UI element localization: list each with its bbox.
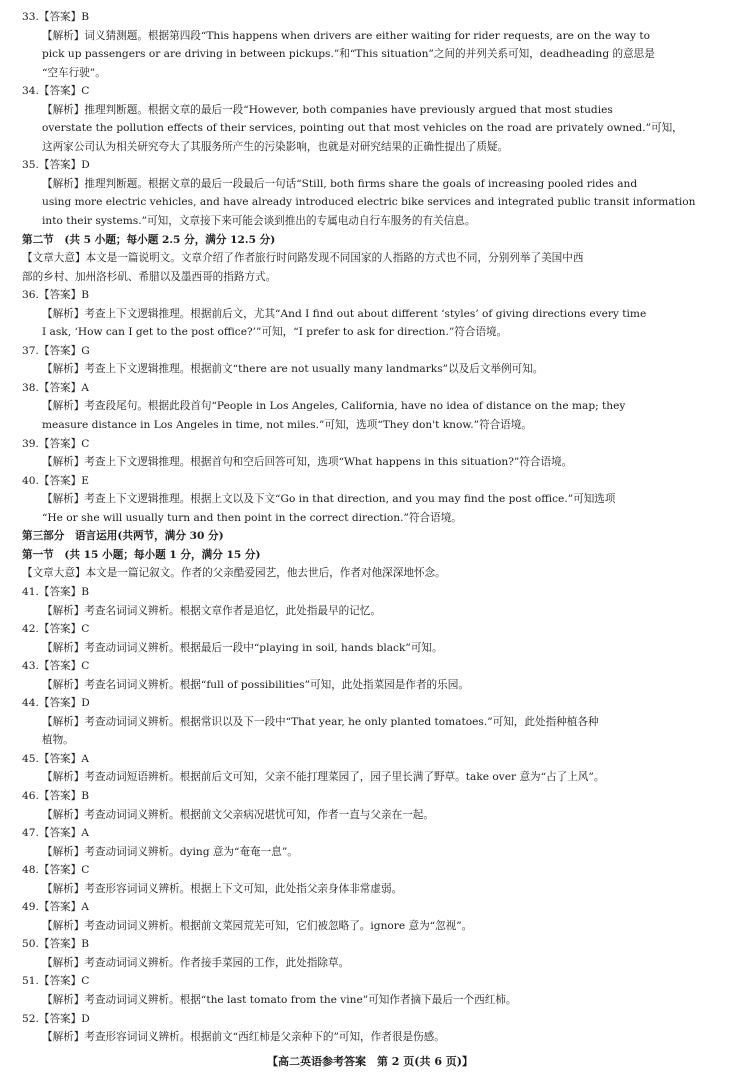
answer-line: 41.【答案】B bbox=[22, 585, 90, 598]
answer-line: 36.【答案】B bbox=[22, 289, 90, 302]
explanation-line: 【解析】考查名词词义辨析。根据“full of possibilities”可知，此处指菜园是作者的乐园。 bbox=[42, 678, 469, 691]
answer-line: 43.【答案】C bbox=[22, 660, 90, 673]
answer-line: 34.【答案】C bbox=[22, 85, 90, 98]
explanation-line: 【解析】考查段尾句。根据此段首句“People in Los Angeles, California, have no idea of distance on the map; they bbox=[42, 400, 626, 413]
answer-line: 48.【答案】C bbox=[22, 864, 90, 877]
explanation-line: 【解析】考查动词词义辨析。根据前文菜园荒芜可知，它们被忽略了。ignore 意为“忽视”。 bbox=[42, 919, 473, 932]
answer-line: 49.【答案】A bbox=[22, 901, 89, 914]
explanation-line: 这两家公司认为相关研究夸大了其服务所产生的污染影响，也就是对研究结果的正确性提出了质疑。 bbox=[42, 140, 509, 153]
answer-line: 42.【答案】C bbox=[22, 623, 90, 636]
answer-line: 50.【答案】B bbox=[22, 938, 90, 951]
answer-line: 47.【答案】A bbox=[22, 827, 89, 840]
explanation-line: 【解析】考查上下文逻辑推理。根据首句和空后回答可知，选项“What happens in this situation?”符合语境。 bbox=[42, 456, 573, 469]
explanation-line: into their systems.”可知，文章接下来可能会谈到推出的专属电动自行车服务的有关信息。 bbox=[42, 215, 476, 228]
answer-content bbox=[22, 8, 718, 1047]
answer-line: 38.【答案】A bbox=[22, 381, 89, 394]
explanation-line: 【解析】考查形容词词义辨析。根据前文“西红柿是父亲种下的”可知，作者很是伤感。 bbox=[42, 1031, 445, 1044]
explanation-line: 【解析】考查名词词义辨析。根据文章作者是追忆，此处指最早的记忆。 bbox=[42, 604, 381, 617]
explanation-line: overstate the pollution effects of their services, pointing out that most vehicles on the road are privately owned.”可知， bbox=[42, 122, 683, 135]
explanation-line: 植物。 bbox=[42, 734, 74, 747]
answer-line: 部的乡村、加州洛杉矶、希腊以及墨西哥的指路方式。 bbox=[22, 270, 277, 283]
explanation-line: “He or she will usually turn and then point in the correct direction.”符合语境。 bbox=[42, 511, 462, 524]
explanation-line: 【解析】推理判断题。根据文章的最后一段最后一句话“Still, both firms share the goals of increasing pooled rides and bbox=[42, 177, 638, 190]
section-heading: 第一节 (共 15 小题；每小题 1 分，满分 15 分) bbox=[22, 548, 261, 561]
answer-line: 35.【答案】D bbox=[22, 159, 90, 172]
page-footer: 【高二英语参考答案 第 2 页(共 6 页)】 bbox=[266, 1055, 474, 1068]
answer-line: 39.【答案】C bbox=[22, 437, 90, 450]
explanation-line: 【解析】考查动词短语辨析。根据前后文可知，父亲不能打理菜园了，园子里长满了野草。take over 意为“占了上风”。 bbox=[42, 771, 605, 784]
section-heading: 第二节 (共 5 小题；每小题 2.5 分，满分 12.5 分) bbox=[22, 233, 276, 246]
answer-line: 44.【答案】D bbox=[22, 697, 90, 710]
answer-line: 52.【答案】D bbox=[22, 1012, 90, 1025]
answer-line: 40.【答案】E bbox=[22, 474, 89, 487]
explanation-line: 【解析】考查上下文逻辑推理。根据前文“there are not usually many landmarks”以及后文举例可知。 bbox=[42, 363, 544, 376]
section-heading: 第三部分 语言运用(共两节，满分 30 分) bbox=[22, 530, 224, 543]
answer-line: 33.【答案】B bbox=[22, 11, 90, 23]
explanation-line: 【解析】推理判断题。根据文章的最后一段“However, both companies have previously argued that most studies bbox=[42, 103, 613, 116]
explanation-line: 【解析】考查上下文逻辑推理。根据前后文，尤其“And I find out about different ‘styles’ of giving directions every time bbox=[42, 307, 647, 320]
explanation-line: 【解析】考查动词词义辨析。作者接手菜园的工作，此处指除草。 bbox=[42, 956, 350, 969]
answer-line: 【文章大意】本文是一篇记叙文。作者的父亲酷爱园艺，他去世后，作者对他深深地怀念。 bbox=[22, 567, 446, 580]
explanation-line: 【解析】考查动词词义辨析。dying 意为“奄奄一息”。 bbox=[42, 845, 298, 858]
explanation-line: 【解析】考查动词词义辨析。根据常识以及下一段中“That year, he only planted tomatoes.”可知，此处指种植各种 bbox=[42, 715, 599, 728]
explanation-line: I ask, ‘How can I get to the post office?’”可知，“I prefer to ask for direction.”符合语境。 bbox=[42, 326, 508, 339]
explanation-line: 【解析】考查动词词义辨析。根据“the last tomato from the vine”可知作者摘下最后一个西红柿。 bbox=[42, 993, 517, 1006]
answer-line: 45.【答案】A bbox=[22, 752, 89, 765]
explanation-line: 【解析】词义猜测题。根据第四段“This happens when drivers are either waiting for rider requests, are on the way to bbox=[42, 29, 650, 42]
answer-line: 46.【答案】B bbox=[22, 789, 90, 802]
explanation-line: measure distance in Los Angeles in time, not miles.”可知，选项“They don't know.”符合语境。 bbox=[42, 419, 532, 432]
explanation-line: pick up passengers or are driving in between pickups.”和“This situation”之间的并列关系可知，deadheading 的意思是 bbox=[42, 48, 655, 61]
explanation-line: using more electric vehicles, and have already introduced electric bike services and integrated public transit information bbox=[42, 196, 696, 209]
answer-line: 37.【答案】G bbox=[22, 344, 90, 357]
explanation-line: “空车行驶”。 bbox=[42, 66, 106, 79]
explanation-line: 【解析】考查上下文逻辑推理。根据上文以及下文“Go in that direction, and you may find the post office.”可知选项 bbox=[42, 493, 616, 506]
answer-line: 51.【答案】C bbox=[22, 975, 90, 988]
answer-line: 【文章大意】本文是一篇说明文。文章介绍了作者旅行时问路发现不同国家的人指路的方式也不同，分别列举了美国中西 bbox=[22, 252, 584, 265]
explanation-line: 【解析】考查形容词词义辨析。根据上下文可知，此处指父亲身体非常虚弱。 bbox=[42, 882, 403, 895]
explanation-line: 【解析】考查动词词义辨析。根据前文父亲病况堪忧可知，作者一直与父亲在一起。 bbox=[42, 808, 434, 821]
explanation-line: 【解析】考查动词词义辨析。根据最后一段中“playing in soil, hands black”可知。 bbox=[42, 641, 443, 654]
